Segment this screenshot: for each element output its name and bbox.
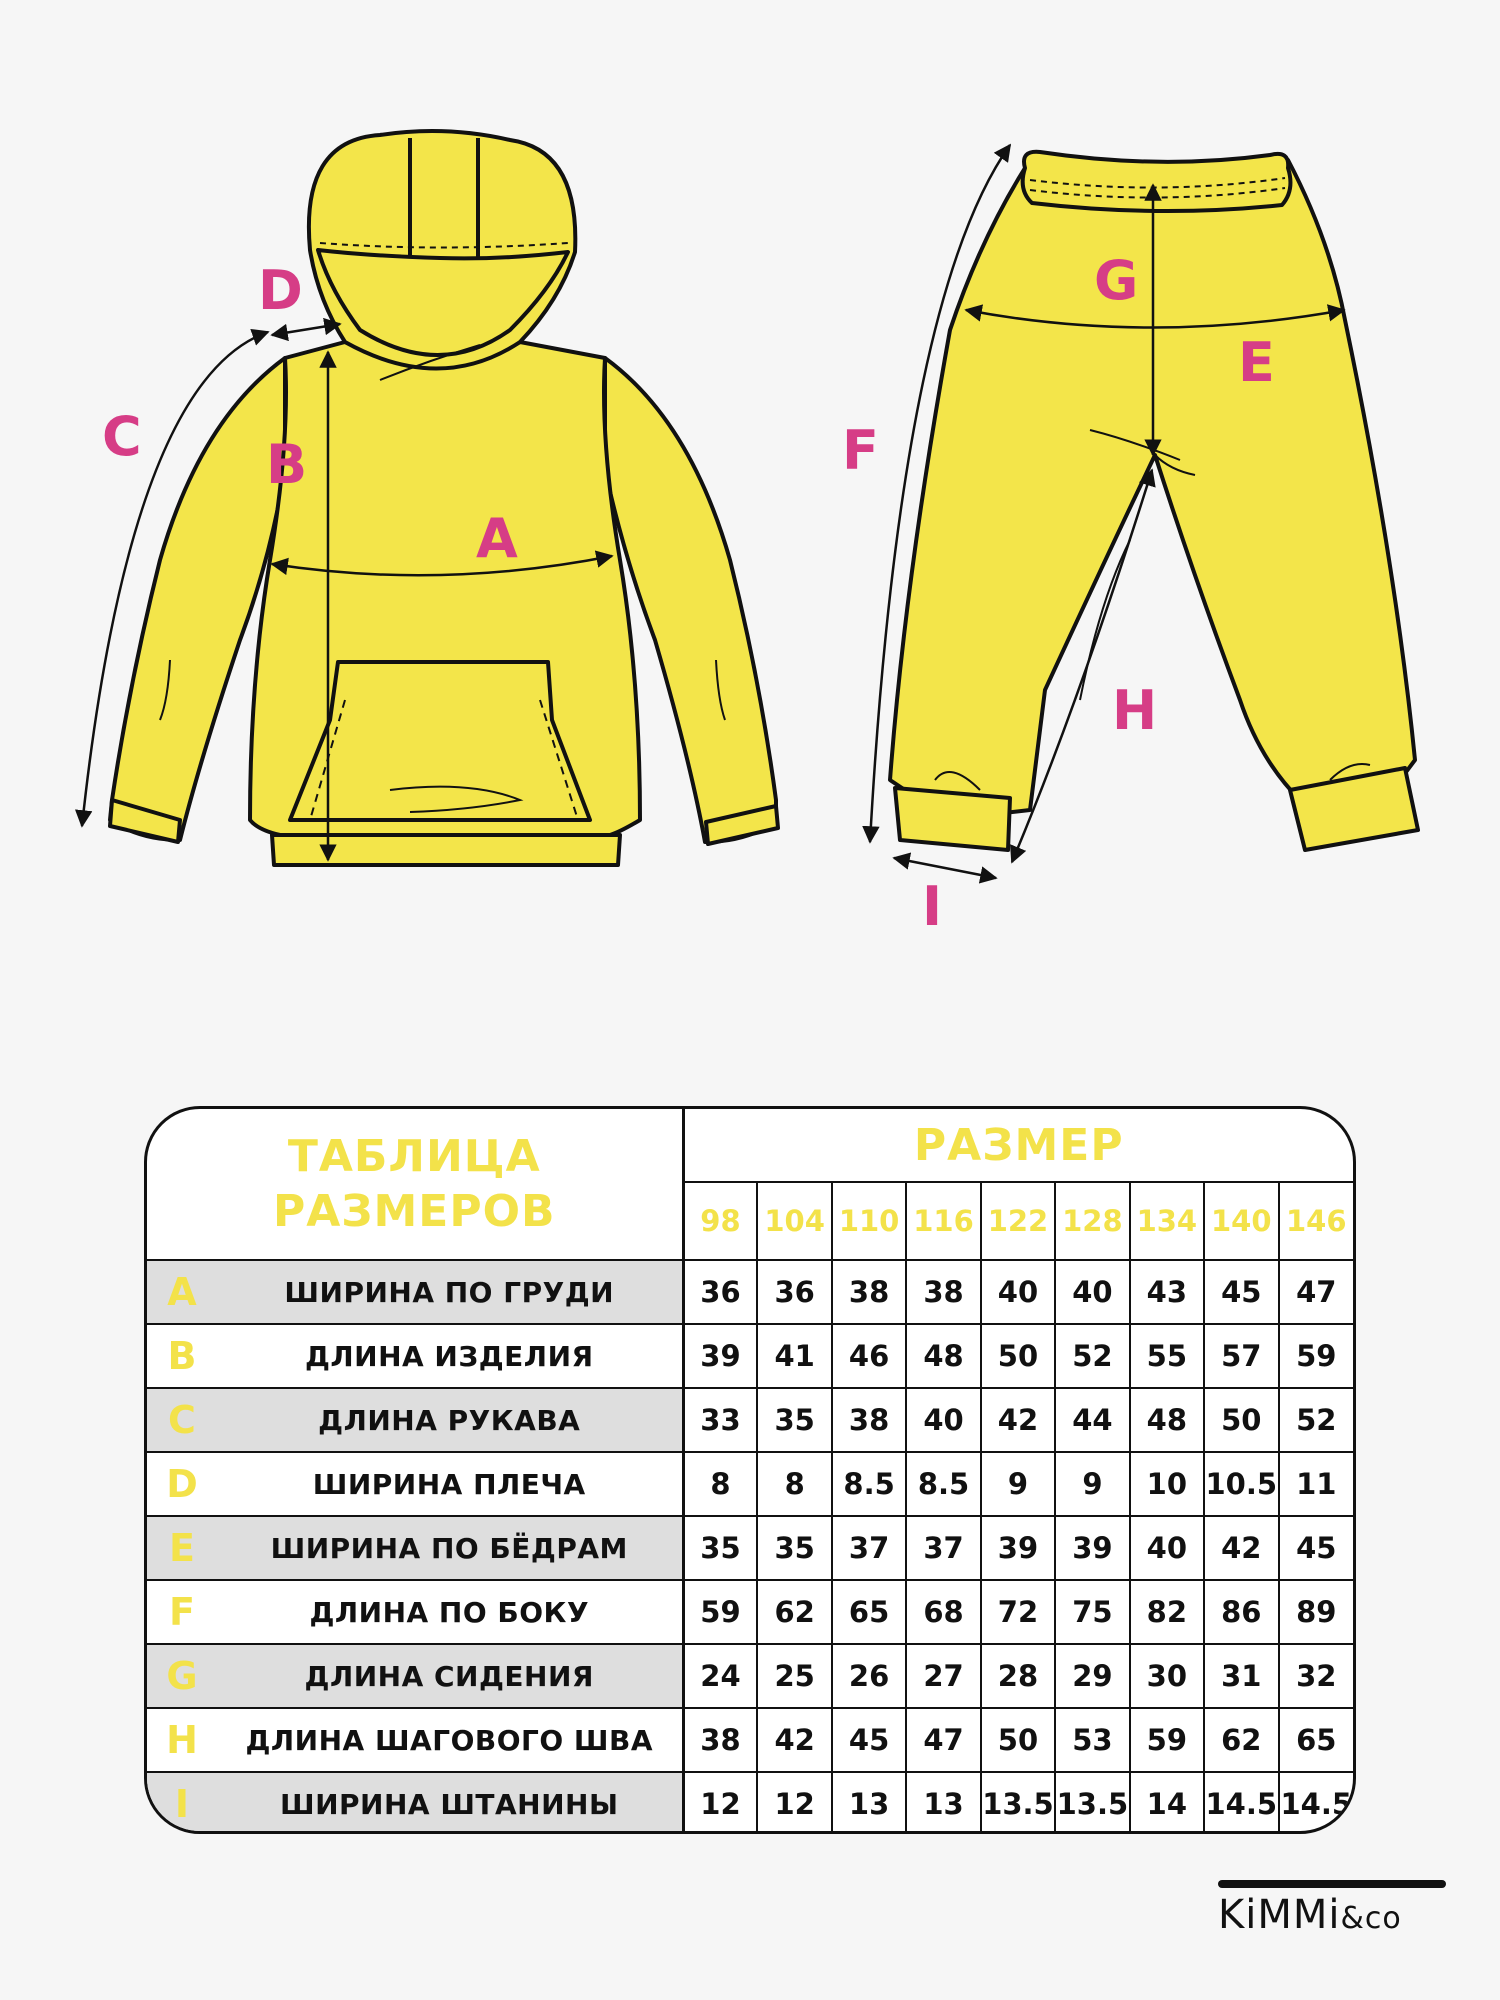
size-chart (144, 1106, 1356, 1834)
row-letter: D (147, 1452, 217, 1516)
row-name: ДЛИНА ШАГОВОГО ШВА (217, 1708, 683, 1772)
row-value: 57 (1204, 1324, 1278, 1388)
size-col: 140 (1204, 1182, 1278, 1260)
label-c: C (102, 405, 142, 468)
brand-name: KiMMi (1218, 1892, 1341, 1938)
row-value: 39 (1055, 1516, 1129, 1580)
row-value: 68 (906, 1580, 980, 1644)
row-value: 47 (1279, 1260, 1354, 1324)
row-value: 8.5 (906, 1452, 980, 1516)
row-value: 27 (906, 1644, 980, 1708)
size-col: 146 (1279, 1182, 1354, 1260)
row-letter: F (147, 1580, 217, 1644)
row-value: 24 (683, 1644, 757, 1708)
row-letter: I (147, 1772, 217, 1834)
row-value: 40 (1055, 1260, 1129, 1324)
row-value: 44 (1055, 1388, 1129, 1452)
table-row (147, 1708, 1353, 1772)
row-name: ШИРИНА ШТАНИНЫ (217, 1772, 683, 1834)
size-col: 122 (981, 1182, 1055, 1260)
table-row (147, 1452, 1353, 1516)
size-col: 110 (832, 1182, 906, 1260)
row-value: 50 (981, 1708, 1055, 1772)
table-row (147, 1324, 1353, 1388)
size-col: 128 (1055, 1182, 1129, 1260)
label-h: H (1112, 679, 1158, 742)
row-value: 55 (1130, 1324, 1204, 1388)
row-value: 33 (683, 1388, 757, 1452)
row-name: ШИРИНА ПЛЕЧА (217, 1452, 683, 1516)
row-value: 59 (683, 1580, 757, 1644)
row-value: 72 (981, 1580, 1055, 1644)
row-value: 45 (1204, 1260, 1278, 1324)
row-letter: B (147, 1324, 217, 1388)
row-name: ДЛИНА РУКАВА (217, 1388, 683, 1452)
row-value: 50 (981, 1324, 1055, 1388)
row-value: 38 (832, 1388, 906, 1452)
row-value: 25 (757, 1644, 831, 1708)
row-value: 10 (1130, 1452, 1204, 1516)
row-letter: H (147, 1708, 217, 1772)
row-value: 35 (757, 1388, 831, 1452)
table-row (147, 1772, 1353, 1834)
row-value: 29 (1055, 1644, 1129, 1708)
row-value: 45 (1279, 1516, 1354, 1580)
row-value: 10.5 (1204, 1452, 1278, 1516)
row-letter: A (147, 1260, 217, 1324)
row-value: 42 (757, 1708, 831, 1772)
row-value: 42 (981, 1388, 1055, 1452)
row-value: 32 (1279, 1644, 1354, 1708)
row-value: 65 (832, 1580, 906, 1644)
row-value: 9 (981, 1452, 1055, 1516)
size-col: 104 (757, 1182, 831, 1260)
row-value: 14 (1130, 1772, 1204, 1834)
row-value: 48 (906, 1324, 980, 1388)
label-b: B (266, 433, 308, 496)
size-col: 98 (683, 1182, 757, 1260)
size-table (147, 1109, 1353, 1834)
row-value: 82 (1130, 1580, 1204, 1644)
row-value: 13.5 (1055, 1772, 1129, 1834)
row-value: 36 (757, 1260, 831, 1324)
row-value: 12 (757, 1772, 831, 1834)
row-value: 35 (757, 1516, 831, 1580)
measurement-rows (147, 1260, 1353, 1834)
row-value: 13 (832, 1772, 906, 1834)
row-value: 46 (832, 1324, 906, 1388)
row-value: 52 (1279, 1388, 1354, 1452)
row-value: 50 (1204, 1388, 1278, 1452)
row-value: 59 (1130, 1708, 1204, 1772)
row-value: 13 (906, 1772, 980, 1834)
row-value: 8 (683, 1452, 757, 1516)
row-value: 30 (1130, 1644, 1204, 1708)
row-value: 86 (1204, 1580, 1278, 1644)
row-value: 13.5 (981, 1772, 1055, 1834)
row-value: 40 (981, 1260, 1055, 1324)
row-name: ДЛИНА СИДЕНИЯ (217, 1644, 683, 1708)
row-value: 43 (1130, 1260, 1204, 1324)
brand-bar (1218, 1880, 1446, 1888)
row-name: ДЛИНА ПО БОКУ (217, 1580, 683, 1644)
hoodie-drawing (110, 131, 778, 865)
label-d: D (258, 259, 303, 322)
row-value: 26 (832, 1644, 906, 1708)
row-value: 8 (757, 1452, 831, 1516)
size-col: 134 (1130, 1182, 1204, 1260)
label-e: E (1238, 331, 1275, 394)
row-value: 40 (1130, 1516, 1204, 1580)
chart-title-line2: РАЗМЕРОВ (272, 1186, 556, 1237)
row-value: 8.5 (832, 1452, 906, 1516)
row-value: 59 (1279, 1324, 1354, 1388)
row-value: 48 (1130, 1388, 1204, 1452)
row-value: 39 (683, 1324, 757, 1388)
row-value: 36 (683, 1260, 757, 1324)
row-value: 65 (1279, 1708, 1354, 1772)
row-value: 9 (1055, 1452, 1129, 1516)
label-a: A (476, 507, 518, 570)
table-row (147, 1644, 1353, 1708)
table-row (147, 1516, 1353, 1580)
row-value: 42 (1204, 1516, 1278, 1580)
row-value: 53 (1055, 1708, 1129, 1772)
brand-text (1218, 1892, 1446, 1938)
row-value: 89 (1279, 1580, 1354, 1644)
row-value: 40 (906, 1388, 980, 1452)
label-f: F (842, 419, 879, 482)
row-letter: E (147, 1516, 217, 1580)
row-value: 11 (1279, 1452, 1354, 1516)
row-value: 14.5 (1204, 1772, 1278, 1834)
label-i: I (922, 875, 943, 938)
row-value: 75 (1055, 1580, 1129, 1644)
row-value: 38 (906, 1260, 980, 1324)
row-value: 38 (683, 1708, 757, 1772)
label-g: G (1094, 249, 1139, 312)
row-value: 12 (683, 1772, 757, 1834)
row-value: 14.5 (1279, 1772, 1354, 1834)
row-letter: C (147, 1388, 217, 1452)
row-value: 47 (906, 1708, 980, 1772)
table-row (147, 1580, 1353, 1644)
row-value: 38 (832, 1260, 906, 1324)
brand-suffix: &co (1340, 1901, 1402, 1936)
size-header: РАЗМЕР (913, 1119, 1124, 1171)
chart-title (147, 1109, 683, 1260)
chart-title-line1: ТАБЛИЦА (287, 1131, 541, 1182)
brand-logo (1218, 1880, 1446, 1938)
row-value: 37 (832, 1516, 906, 1580)
row-name: ШИРИНА ПО БЁДРАМ (217, 1516, 683, 1580)
row-value: 39 (981, 1516, 1055, 1580)
row-name: ШИРИНА ПО ГРУДИ (217, 1260, 683, 1324)
table-row (147, 1388, 1353, 1452)
row-name: ДЛИНА ИЗДЕЛИЯ (217, 1324, 683, 1388)
row-value: 52 (1055, 1324, 1129, 1388)
row-value: 41 (757, 1324, 831, 1388)
row-letter: G (147, 1644, 217, 1708)
size-col: 116 (906, 1182, 980, 1260)
row-value: 62 (1204, 1708, 1278, 1772)
row-value: 35 (683, 1516, 757, 1580)
row-value: 45 (832, 1708, 906, 1772)
table-row (147, 1260, 1353, 1324)
row-value: 31 (1204, 1644, 1278, 1708)
row-value: 62 (757, 1580, 831, 1644)
row-value: 28 (981, 1644, 1055, 1708)
row-value: 37 (906, 1516, 980, 1580)
